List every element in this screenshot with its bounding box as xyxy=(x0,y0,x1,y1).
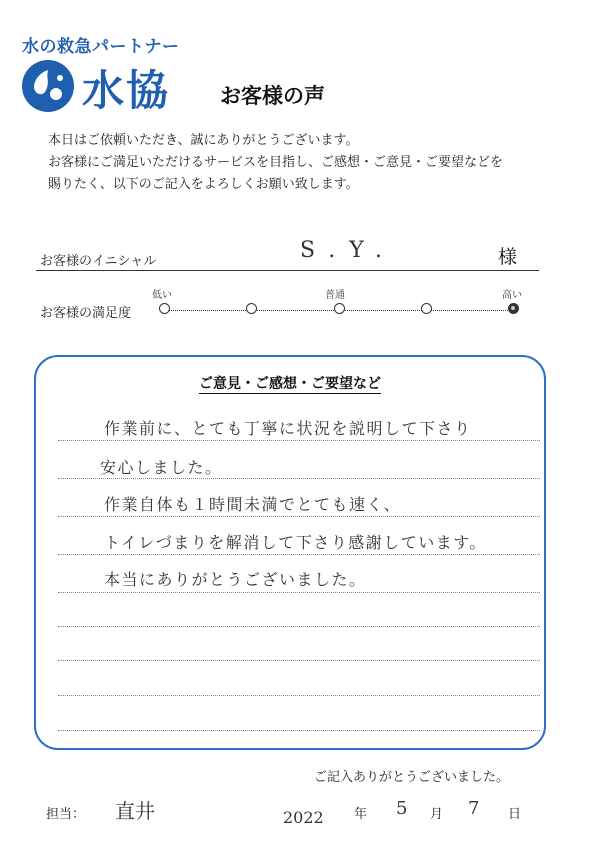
honorific-suffix: 様 xyxy=(498,246,518,268)
comments-title xyxy=(0,373,580,393)
satisfaction-option-5[interactable] xyxy=(508,303,519,314)
ruled-line xyxy=(58,592,540,593)
initials-label: お客様のイニシャル xyxy=(40,254,157,269)
ruled-line xyxy=(58,730,540,731)
ruled-line xyxy=(58,440,540,441)
page-title: お客様の声 xyxy=(220,84,325,108)
comment-line: トイレづまりを解消して下さり感謝しています。 xyxy=(104,533,487,552)
satisfaction-option-3[interactable] xyxy=(334,303,345,314)
day-unit: 日 xyxy=(508,807,522,822)
satisfaction-option-2[interactable] xyxy=(246,303,257,314)
initials-value[interactable]: S.Y. xyxy=(300,238,396,263)
water-drop-logo-icon xyxy=(20,58,76,114)
staff-name[interactable]: 直井 xyxy=(115,799,155,823)
intro-line: お客様にご満足いただけるサービスを目指し、ご感想・ご意見・ご要望などを xyxy=(48,155,504,170)
intro-line: 本日はご依頼いただき、誠にありがとうございます。 xyxy=(48,133,359,148)
tagline: 水の救急パートナー xyxy=(22,37,180,57)
date-day[interactable]: 7 xyxy=(468,798,480,819)
staff-label: 担当： xyxy=(46,807,86,822)
ruled-line xyxy=(58,478,540,479)
intro-line: 賜りたく、以下のご記入をよろしくお願い致します。 xyxy=(48,177,359,192)
comment-line: 本当にありがとうございました。 xyxy=(104,570,367,589)
year-unit: 年 xyxy=(354,807,368,822)
ruled-line xyxy=(58,554,540,555)
comment-line: 作業自体も１時間未満でとても速く、 xyxy=(104,495,402,514)
comments-title-text: ご意見・ご感想・ご要望など xyxy=(199,376,381,392)
date-month[interactable]: 5 xyxy=(396,798,408,819)
satisfaction-option-4[interactable] xyxy=(421,303,432,314)
satisfaction-high-label: 高い xyxy=(502,290,522,301)
date-year[interactable]: 2022 xyxy=(283,808,324,827)
ruled-line xyxy=(58,516,540,517)
satisfaction-label: お客様の満足度 xyxy=(40,306,132,321)
satisfaction-low-label: 低い xyxy=(152,290,172,301)
satisfaction-mid-label: 普通 xyxy=(325,290,345,301)
intro-text xyxy=(48,130,503,196)
satisfaction-option-1[interactable] xyxy=(159,303,170,314)
initials-underline xyxy=(36,270,539,271)
ruled-line xyxy=(58,626,540,627)
thanks-message: ご記入ありがとうございました。 xyxy=(314,770,510,785)
ruled-line xyxy=(58,660,540,661)
brand-logo-text: 水協 xyxy=(82,66,171,115)
comment-line: 作業前に、とても丁寧に状況を説明して下さり xyxy=(104,419,472,438)
comment-line: 安心しました。 xyxy=(100,458,223,477)
ruled-line xyxy=(58,695,540,696)
month-unit: 月 xyxy=(430,807,444,822)
